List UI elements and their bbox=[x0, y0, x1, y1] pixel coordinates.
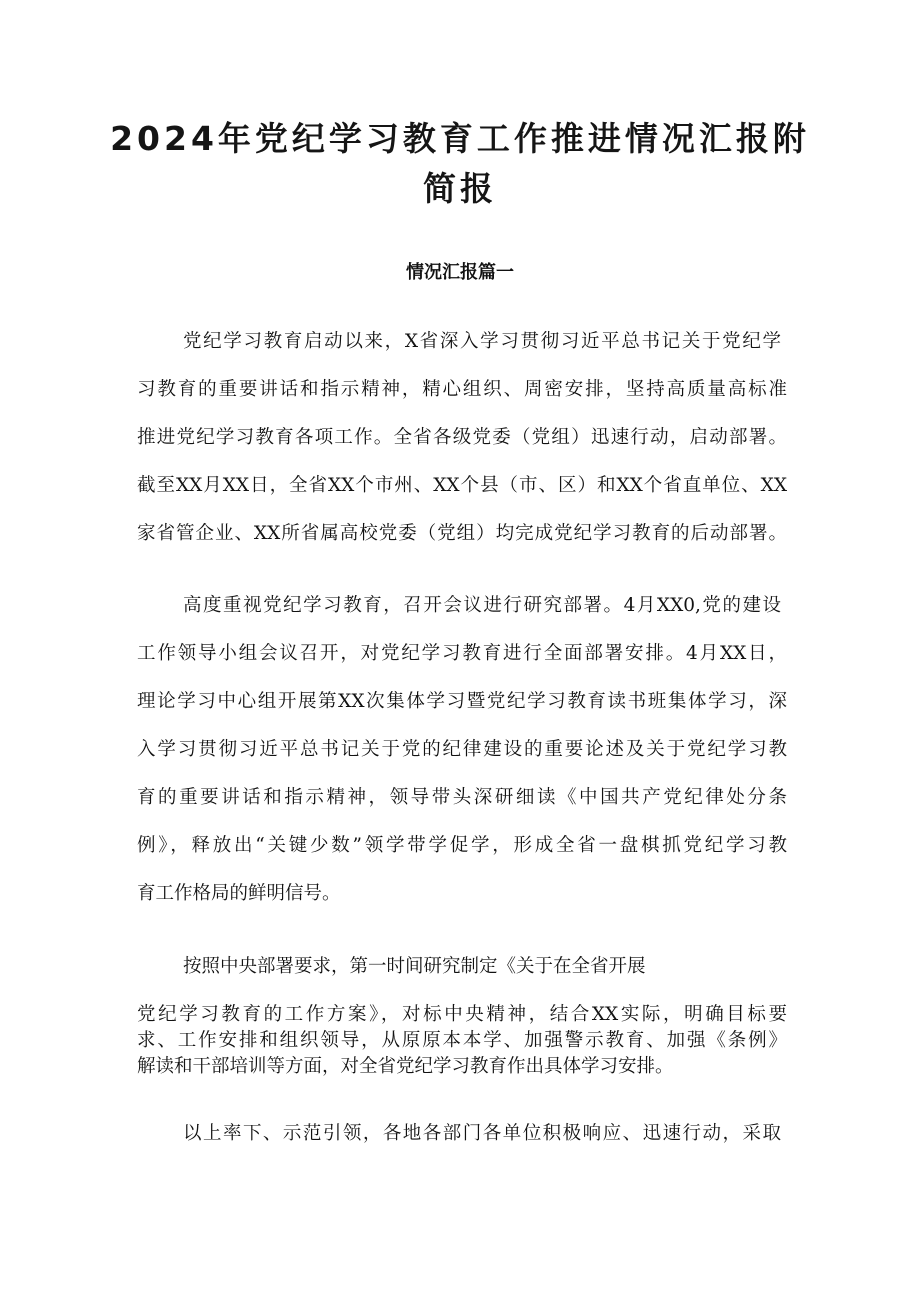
paragraph-line: 习教育的重要讲话和指示精神，精心组织、周密安排，坚持高质量高标准 bbox=[137, 379, 787, 400]
paragraph-line: 理论学习中心组开展第XX次集体学习暨党纪学习教育读书班集体学习，深 bbox=[137, 691, 787, 712]
paragraph-line: 以上率下、示范引领，各地各部门各单位积极响应、迅速行动，采取 bbox=[183, 1123, 781, 1144]
paragraph-line: 党纪学习教育启动以来，X省深入学习贯彻习近平总书记关于党纪学 bbox=[183, 331, 781, 352]
paragraph-line: 按照中央部署要求，第一时间研究制定《关于在全省开展 bbox=[183, 956, 646, 977]
paragraph-line: 家省管企业、XX所省属高校党委（党组）均完成党纪学习教育的后动部署。 bbox=[137, 523, 787, 544]
paragraph-line: 高度重视党纪学习教育，召开会议进行研究部署。4月XX0,党的建设 bbox=[183, 595, 781, 616]
paragraph-line: 入学习贯彻习近平总书记关于党的纪律建设的重要论述及关于党纪学习教 bbox=[137, 739, 787, 760]
paragraph-line: 求、工作安排和组织领导，从原原本本学、加强警示教育、加强《条例》 bbox=[137, 1030, 787, 1051]
document-title-line-2: 简报 bbox=[423, 169, 497, 208]
paragraph-line: 工作领导小组会议召开，对党纪学习教育进行全面部署安排。4月XX日， bbox=[137, 643, 787, 664]
paragraph-line: 截至XX月XX日，全省XX个市州、XX个县（市、区）和XX个省直单位、XX bbox=[137, 475, 787, 496]
paragraph-line: 推进党纪学习教育各项工作。全省各级党委（党组）迅速行动，启动部署。 bbox=[137, 427, 787, 448]
paragraph-line: 例》，释放出“关键少数”领学带学促学，形成全省一盘棋抓党纪学习教 bbox=[137, 835, 787, 856]
paragraph-line: 育工作格局的鲜明信号。 bbox=[137, 883, 341, 904]
paragraph-line: 解读和干部培训等方面，对全省党纪学习教育作出具体学习安排。 bbox=[137, 1056, 674, 1077]
paragraph-line: 党纪学习教育的工作方案》，对标中央精神，结合XX实际，明确目标要 bbox=[137, 1004, 787, 1025]
section-heading: 情况汇报篇一 bbox=[406, 262, 514, 283]
paragraph-line: 育的重要讲话和指示精神，领导带头深研细读《中国共产党纪律处分条 bbox=[137, 787, 787, 808]
document-title-line-1: 2024年党纪学习教育工作推进情况汇报附 bbox=[110, 119, 810, 158]
